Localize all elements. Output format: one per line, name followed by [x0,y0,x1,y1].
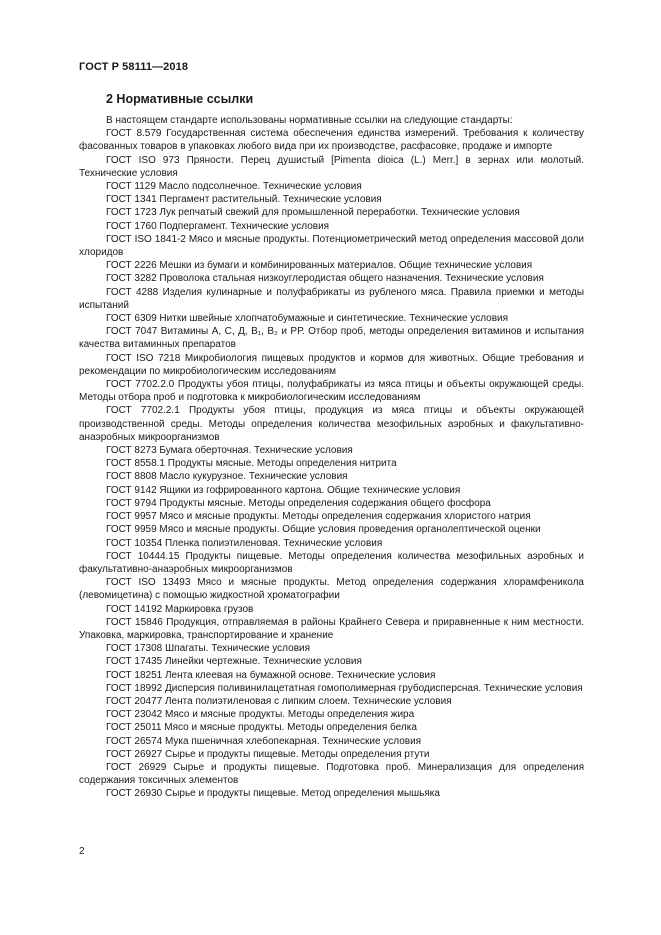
reference-item: ГОСТ 7047 Витамины А, С, Д, В₁, В₂ и РР. Отбор проб, методы определения витаминов и испытания качества витаминных препаратов [79,326,584,351]
reference-item: ГОСТ 1129 Масло подсолнечное. Технические условия [106,181,362,193]
reference-item: ГОСТ 1723 Лук репчатый свежий для промышленной переработки. Технические условия [106,207,520,219]
reference-item: ГОСТ ISO 973 Пряности. Перец душистый [Pimenta dioica (L.) Merr.] в зернах или молотый. Технические условия [79,154,584,179]
reference-item: ГОСТ ISO 13493 Мясо и мясные продукты. Метод определения содержания хлорамфеникола (левомицетина) с помощью жидкостной хроматографии [79,577,584,602]
page-number: 2 [79,846,85,857]
reference-item: ГОСТ 15846 Продукция, отправляемая в районы Крайнего Севера и приравненные к ним местности. Упаковка, маркировка, транспортирование и хранение [79,616,584,641]
reference-item: ГОСТ 18251 Лента клеевая на бумажной основе. Технические условия [106,669,436,681]
reference-item: ГОСТ 2226 Мешки из бумаги и комбинированных материалов. Общие технические условия [106,260,533,272]
reference-item: ГОСТ 18992 Дисперсия поливинилацетатная гомополимерная грубодисперсная. Технические условия [106,682,583,694]
reference-item: ГОСТ 25011 Мясо и мясные продукты. Методы определения белка [106,722,417,734]
reference-item: ГОСТ 26930 Сырье и продукты пищевые. Метод определения мышьяка [106,788,440,800]
reference-item: ГОСТ ISO 1841-2 Мясо и мясные продукты. Потенциометрический метод определения массовой доли хлоридов [79,233,584,259]
references-list [79,114,584,801]
document-header: ГОСТ Р 58111—2018 [79,61,189,73]
reference-item: ГОСТ 10354 Пленка полиэтиленовая. Технические условия [106,537,383,549]
reference-item: ГОСТ ISO 7218 Микробиология пищевых продуктов и кормов для животных. Общие требования и рекомендации по микробиологическим исследованиям [79,352,584,377]
intro-paragraph: В настоящем стандарте использованы нормативные ссылки на следующие стандарты: [106,115,513,126]
reference-item: ГОСТ 23042 Мясо и мясные продукты. Методы определения жира [106,709,415,721]
reference-item: ГОСТ 8808 Масло кукурузное. Технические условия [106,471,348,483]
reference-item: ГОСТ 17435 Линейки чертежные. Технические условия [106,656,362,668]
reference-item: ГОСТ 8273 Бумага оберточная. Технические условия [106,445,353,457]
reference-item: ГОСТ 3282 Проволока стальная низкоуглеродистая общего назначения. Технические условия [106,273,544,285]
reference-item: ГОСТ 1341 Пергамент растительный. Технические условия [106,194,382,206]
reference-item: ГОСТ 4288 Изделия кулинарные и полуфабрикаты из рубленого мяса. Правила приемки и методы испытаний [79,286,584,311]
reference-item: ГОСТ 8558.1 Продукты мясные. Методы определения нитрита [106,458,397,470]
reference-item: ГОСТ 20477 Лента полиэтиленовая с липким слоем. Технические условия [106,695,452,707]
reference-item: ГОСТ 10444.15 Продукты пищевые. Методы определения количества мезофильных аэробных и факультативно-анаэробных микроорганизмов [79,550,584,575]
reference-item: ГОСТ 17308 Шпагаты. Технические условия [106,643,311,655]
reference-item: ГОСТ 1760 Подпергамент. Технические условия [106,220,330,232]
reference-item: ГОСТ 26929 Сырье и продукты пищевые. Подготовка проб. Минерализация для определения содержания токсичных элементов [79,761,584,787]
reference-item: ГОСТ 9957 Мясо и мясные продукты. Методы определения содержания хлористого натрия [106,511,531,523]
reference-item: ГОСТ 7702.2.0 Продукты убоя птицы, полуфабрикаты из мяса птицы и объекты окружающей среды. Методы отбора проб и подготовка к микробиологическим исследованиям [79,379,584,404]
reference-item: ГОСТ 9794 Продукты мясные. Методы определения содержания общего фосфора [106,497,491,509]
reference-item: ГОСТ 26574 Мука пшеничная хлебопекарная. Технические условия [106,735,422,747]
reference-item: ГОСТ 8.579 Государственная система обеспечения единства измерений. Требования к количеству фасованных товаров в упаковках любого вида при их производстве, расфасовке, продаже и импорте [79,128,584,153]
reference-item: ГОСТ 6309 Нитки швейные хлопчатобумажные и синтетические. Технические условия [106,313,509,325]
reference-item: ГОСТ 26927 Сырье и продукты пищевые. Методы определения ртути [106,748,430,760]
reference-item: ГОСТ 14192 Маркировка грузов [106,603,254,615]
reference-item: ГОСТ 9959 Мясо и мясные продукты. Общие условия проведения органолептической оценки [106,524,541,536]
section-title: 2 Нормативные ссылки [106,92,254,106]
reference-item: ГОСТ 9142 Ящики из гофрированного картона. Общие технические условия [106,484,461,496]
reference-item: ГОСТ 7702.2.1 Продукты убоя птицы, продукция из мяса птицы и объекты окружающей производственной среды. Методы определения количества мезофильных аэробных и факультативно-анаэробных микроорганизмов [79,405,584,443]
